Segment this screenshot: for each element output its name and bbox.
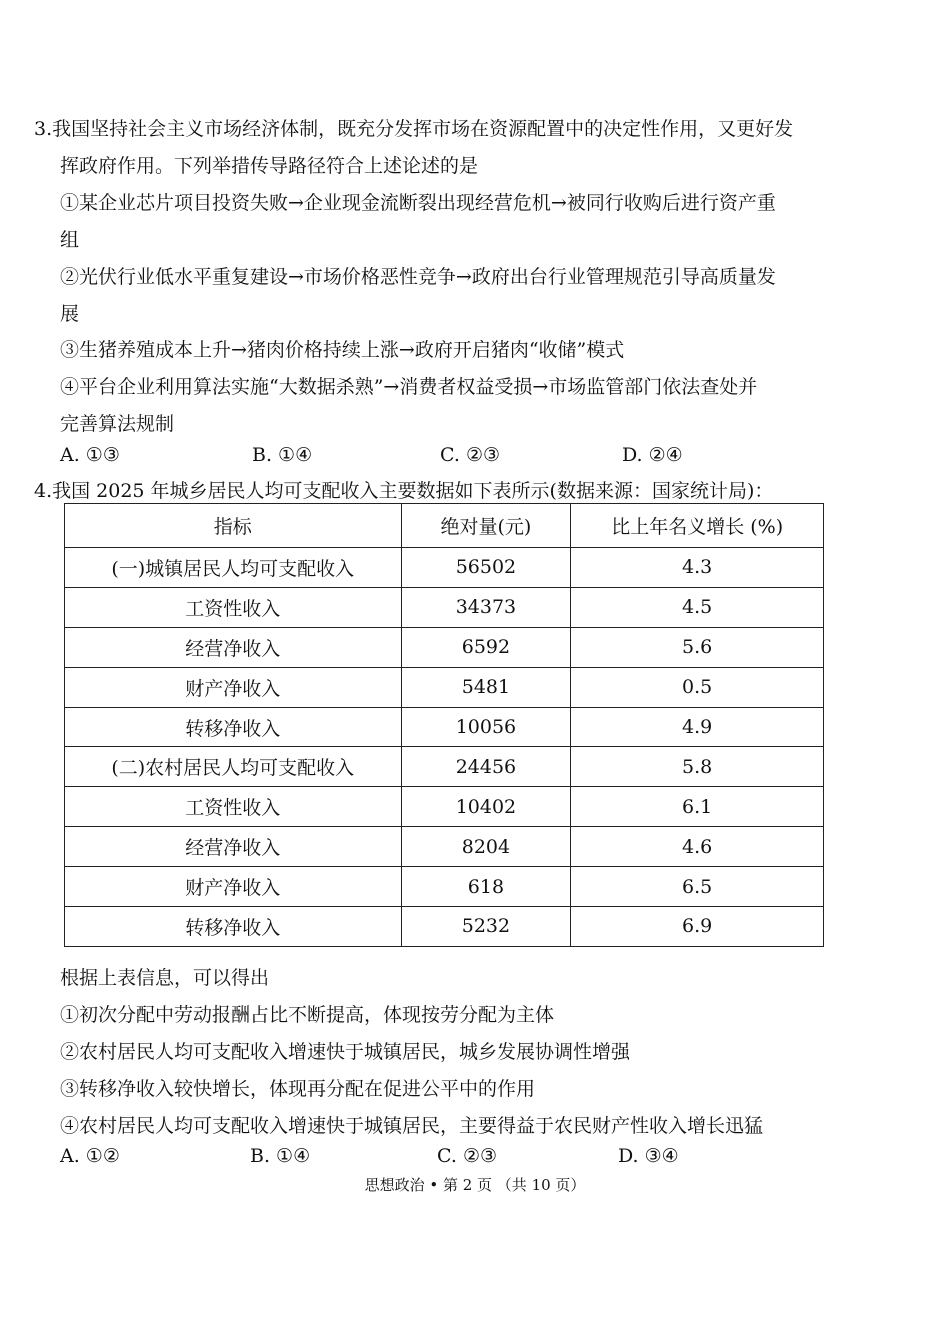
header-growth: 比上年名义增长 (%) — [571, 504, 824, 548]
cell-amount: 8204 — [401, 827, 571, 867]
cell-growth: 4.9 — [571, 707, 824, 747]
table-header-row — [65, 504, 824, 548]
cell-indicator: (二)农村居民人均可支配收入 — [65, 747, 402, 787]
q4-item-4: ④农村居民人均可支配收入增速快于城镇居民，主要得益于农民财产性收入增长迅猛 — [60, 1115, 764, 1137]
cell-growth: 4.5 — [571, 587, 824, 627]
q3-item-4-line1: ④平台企业利用算法实施“大数据杀熟”→消费者权益受损→市场监管部门依法查处并 — [60, 376, 758, 398]
cell-indicator: 转移净收入 — [65, 707, 402, 747]
q4-prompt: 根据上表信息，可以得出 — [60, 967, 270, 989]
cell-growth: 4.6 — [571, 827, 824, 867]
cell-growth: 5.8 — [571, 747, 824, 787]
q3-stem-line1: 3.我国坚持社会主义市场经济体制，既充分发挥市场在资源配置中的决定性作用，又更好发 — [34, 118, 794, 140]
cell-growth: 6.1 — [571, 787, 824, 827]
header-indicator: 指标 — [65, 504, 402, 548]
page-footer: 思想政治 • 第 2 页 （共 10 页） — [364, 1176, 586, 1194]
q3-item-2-line2: 展 — [60, 303, 80, 325]
q4-item-2: ②农村居民人均可支配收入增速快于城镇居民，城乡发展协调性增强 — [60, 1041, 631, 1063]
q3-item-4-line2: 完善算法规制 — [60, 413, 175, 435]
q3-option-d: D. ②④ — [622, 444, 683, 466]
table-row — [65, 827, 824, 867]
cell-growth: 6.9 — [571, 907, 824, 947]
cell-amount: 6592 — [401, 627, 571, 667]
cell-indicator: 财产净收入 — [65, 667, 402, 707]
cell-indicator: (一)城镇居民人均可支配收入 — [65, 548, 402, 588]
q3-item-2-line1: ②光伏行业低水平重复建设→市场价格恶性竞争→政府出台行业管理规范引导高质量发 — [60, 266, 776, 288]
cell-amount: 5481 — [401, 667, 571, 707]
q4-item-1: ①初次分配中劳动报酬占比不断提高，体现按劳分配为主体 — [60, 1004, 555, 1026]
cell-indicator: 工资性收入 — [65, 787, 402, 827]
q4-option-a: A. ①② — [60, 1145, 120, 1167]
table-row — [65, 548, 824, 588]
table-row — [65, 667, 824, 707]
cell-indicator: 经营净收入 — [65, 627, 402, 667]
table-row — [65, 907, 824, 947]
cell-amount: 618 — [401, 867, 571, 907]
q4-option-c: C. ②③ — [437, 1145, 498, 1167]
table-row — [65, 707, 824, 747]
cell-growth: 5.6 — [571, 627, 824, 667]
cell-amount: 5232 — [401, 907, 571, 947]
cell-growth: 4.3 — [571, 548, 824, 588]
cell-indicator: 财产净收入 — [65, 867, 402, 907]
q3-item-1-line1: ①某企业芯片项目投资失败→企业现金流断裂出现经营危机→被同行收购后进行资产重 — [60, 192, 776, 214]
cell-amount: 10402 — [401, 787, 571, 827]
cell-growth: 6.5 — [571, 867, 824, 907]
q4-stem: 4.我国 2025 年城乡居民人均可支配收入主要数据如下表所示(数据来源：国家统计局)： — [34, 480, 774, 502]
q3-stem-line2: 挥政府作用。下列举措传导路径符合上述论述的是 — [60, 155, 479, 177]
table-row — [65, 627, 824, 667]
q4-option-d: D. ③④ — [618, 1145, 679, 1167]
q3-item-1-line2: 组 — [60, 229, 80, 251]
q3-option-b: B. ①④ — [252, 444, 313, 466]
cell-amount: 24456 — [401, 747, 571, 787]
income-table — [64, 503, 824, 947]
cell-amount: 56502 — [401, 548, 571, 588]
table-row — [65, 747, 824, 787]
cell-growth: 0.5 — [571, 667, 824, 707]
cell-amount: 10056 — [401, 707, 571, 747]
table-row — [65, 587, 824, 627]
cell-indicator: 工资性收入 — [65, 587, 402, 627]
q3-item-3-line1: ③生猪养殖成本上升→猪肉价格持续上涨→政府开启猪肉“收储”模式 — [60, 339, 625, 361]
cell-amount: 34373 — [401, 587, 571, 627]
header-amount: 绝对量(元) — [401, 504, 571, 548]
table-row — [65, 787, 824, 827]
q4-item-3: ③转移净收入较快增长，体现再分配在促进公平中的作用 — [60, 1078, 536, 1100]
q3-option-a: A. ①③ — [60, 444, 120, 466]
cell-indicator: 经营净收入 — [65, 827, 402, 867]
q3-option-c: C. ②③ — [440, 444, 501, 466]
q4-option-b: B. ①④ — [250, 1145, 311, 1167]
table-row — [65, 867, 824, 907]
cell-indicator: 转移净收入 — [65, 907, 402, 947]
